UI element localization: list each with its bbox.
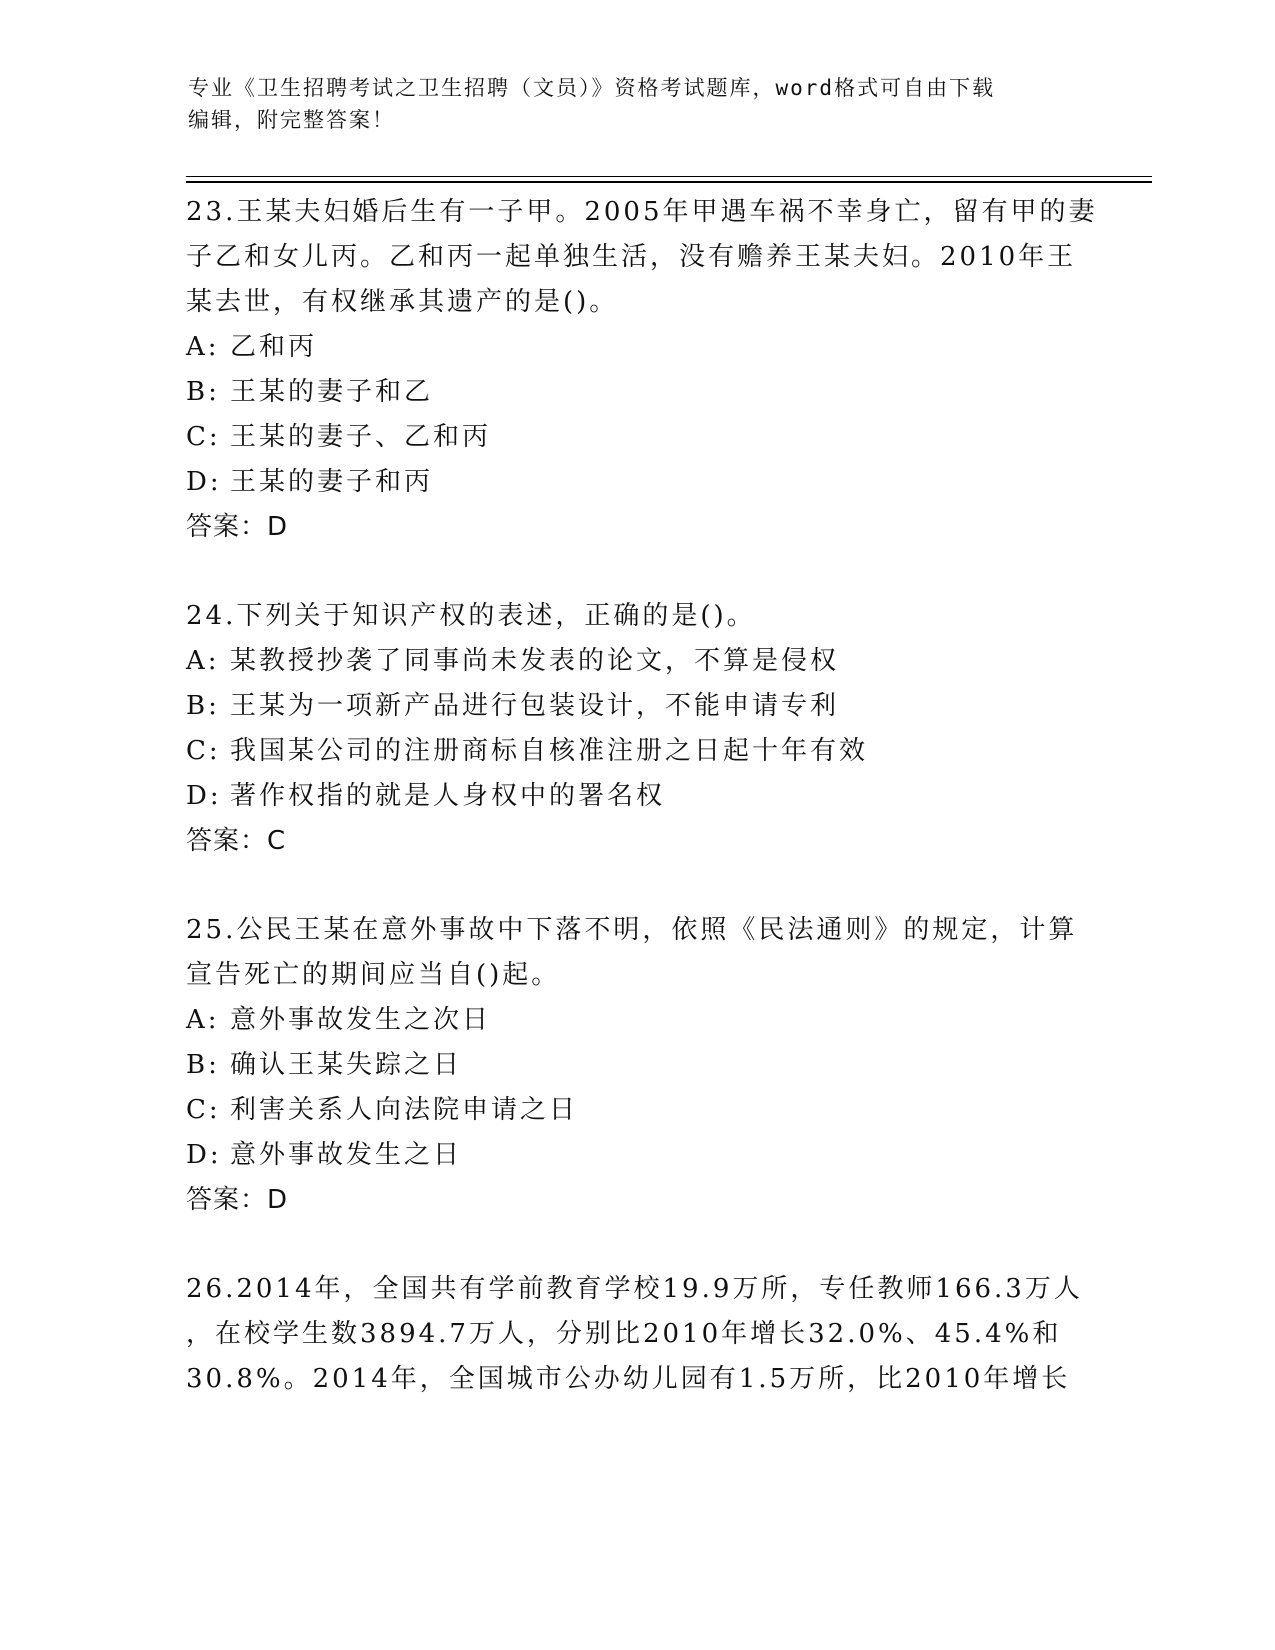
header-line-1: 专业《卫生招聘考试之卫生招聘（文员）》资格考试题库，word格式可自由下载: [188, 76, 996, 100]
option-letter: B:: [186, 377, 220, 407]
question-text-line: 宣告死亡的期间应当自()起。: [186, 960, 561, 990]
option-text: 王某的妻子和乙: [230, 377, 434, 407]
question-list: [186, 190, 1098, 1402]
question-text-line: 30.8%。2014年，全国城市公办幼儿园有1.5万所，比2010年增长: [186, 1364, 1071, 1394]
option-d: [186, 774, 1086, 819]
option-letter: B:: [186, 1050, 220, 1080]
option-text: 我国某公司的注册商标自核准注册之日起十年有效: [230, 736, 869, 766]
option-letter: C:: [186, 422, 221, 452]
option-text: 意外事故发生之次日: [230, 1005, 492, 1035]
document-header: [188, 72, 1068, 136]
option-letter: D:: [186, 781, 222, 811]
option-b: [186, 1043, 1086, 1088]
option-letter: C:: [186, 736, 221, 766]
option-text: 王某的妻子、乙和丙: [230, 422, 492, 452]
question-text-line: 子乙和女儿丙。乙和丙一起单独生活，没有赡养王某夫妇。2010年王: [186, 242, 1077, 272]
option-b: [186, 684, 1086, 729]
option-letter: D:: [186, 467, 222, 497]
option-text: 王某的妻子和丙: [230, 467, 434, 497]
option-text: 著作权指的就是人身权中的署名权: [230, 781, 666, 811]
question-25: [186, 908, 1086, 1223]
option-b: [186, 370, 1086, 415]
question-text-line: ，在校学生数3894.7万人，分别比2010年增长32.0%、45.4%和: [186, 1319, 1062, 1349]
option-d: [186, 1133, 1086, 1178]
answer-line: 答案：D: [186, 1185, 289, 1215]
option-letter: A:: [186, 646, 220, 676]
option-c: [186, 729, 1086, 774]
option-c: [186, 1088, 1086, 1133]
question-text-line: 某去世，有权继承其遗产的是()。: [186, 287, 619, 317]
answer-line: 答案：D: [186, 512, 289, 542]
option-a: [186, 639, 1086, 684]
option-letter: C:: [186, 1095, 221, 1125]
option-text: 利害关系人向法院申请之日: [230, 1095, 579, 1125]
header-line-2: 编辑，附完整答案！: [188, 108, 395, 132]
option-d: [186, 460, 1086, 505]
option-letter: D:: [186, 1140, 222, 1170]
option-letter: A:: [186, 1005, 220, 1035]
question-26: [186, 1267, 1086, 1402]
option-text: 王某为一项新产品进行包装设计，不能申请专利: [230, 691, 840, 721]
header-divider: [186, 176, 1152, 183]
option-text: 乙和丙: [230, 332, 318, 362]
option-text: 确认王某失踪之日: [230, 1050, 463, 1080]
question-text-line: 26.2014年，全国共有学前教育学校19.9万所，专任教师166.3万人: [186, 1274, 1083, 1304]
option-a: [186, 325, 1086, 370]
option-c: [186, 415, 1086, 460]
question-24: [186, 594, 1086, 864]
option-text: 意外事故发生之日: [230, 1140, 463, 1170]
answer-line: 答案：C: [186, 826, 287, 856]
question-text-line: 24.下列关于知识产权的表述，正确的是()。: [186, 601, 756, 631]
option-letter: A:: [186, 332, 220, 362]
option-letter: B:: [186, 691, 220, 721]
question-text-line: 23.王某夫妇婚后生有一子甲。2005年甲遇车祸不幸身亡，留有甲的妻: [186, 197, 1098, 227]
option-text: 某教授抄袭了同事尚未发表的论文，不算是侵权: [230, 646, 840, 676]
question-23: [186, 190, 1098, 550]
option-a: [186, 998, 1086, 1043]
question-text-line: 25.公民王某在意外事故中下落不明，依照《民法通则》的规定，计算: [186, 915, 1078, 945]
